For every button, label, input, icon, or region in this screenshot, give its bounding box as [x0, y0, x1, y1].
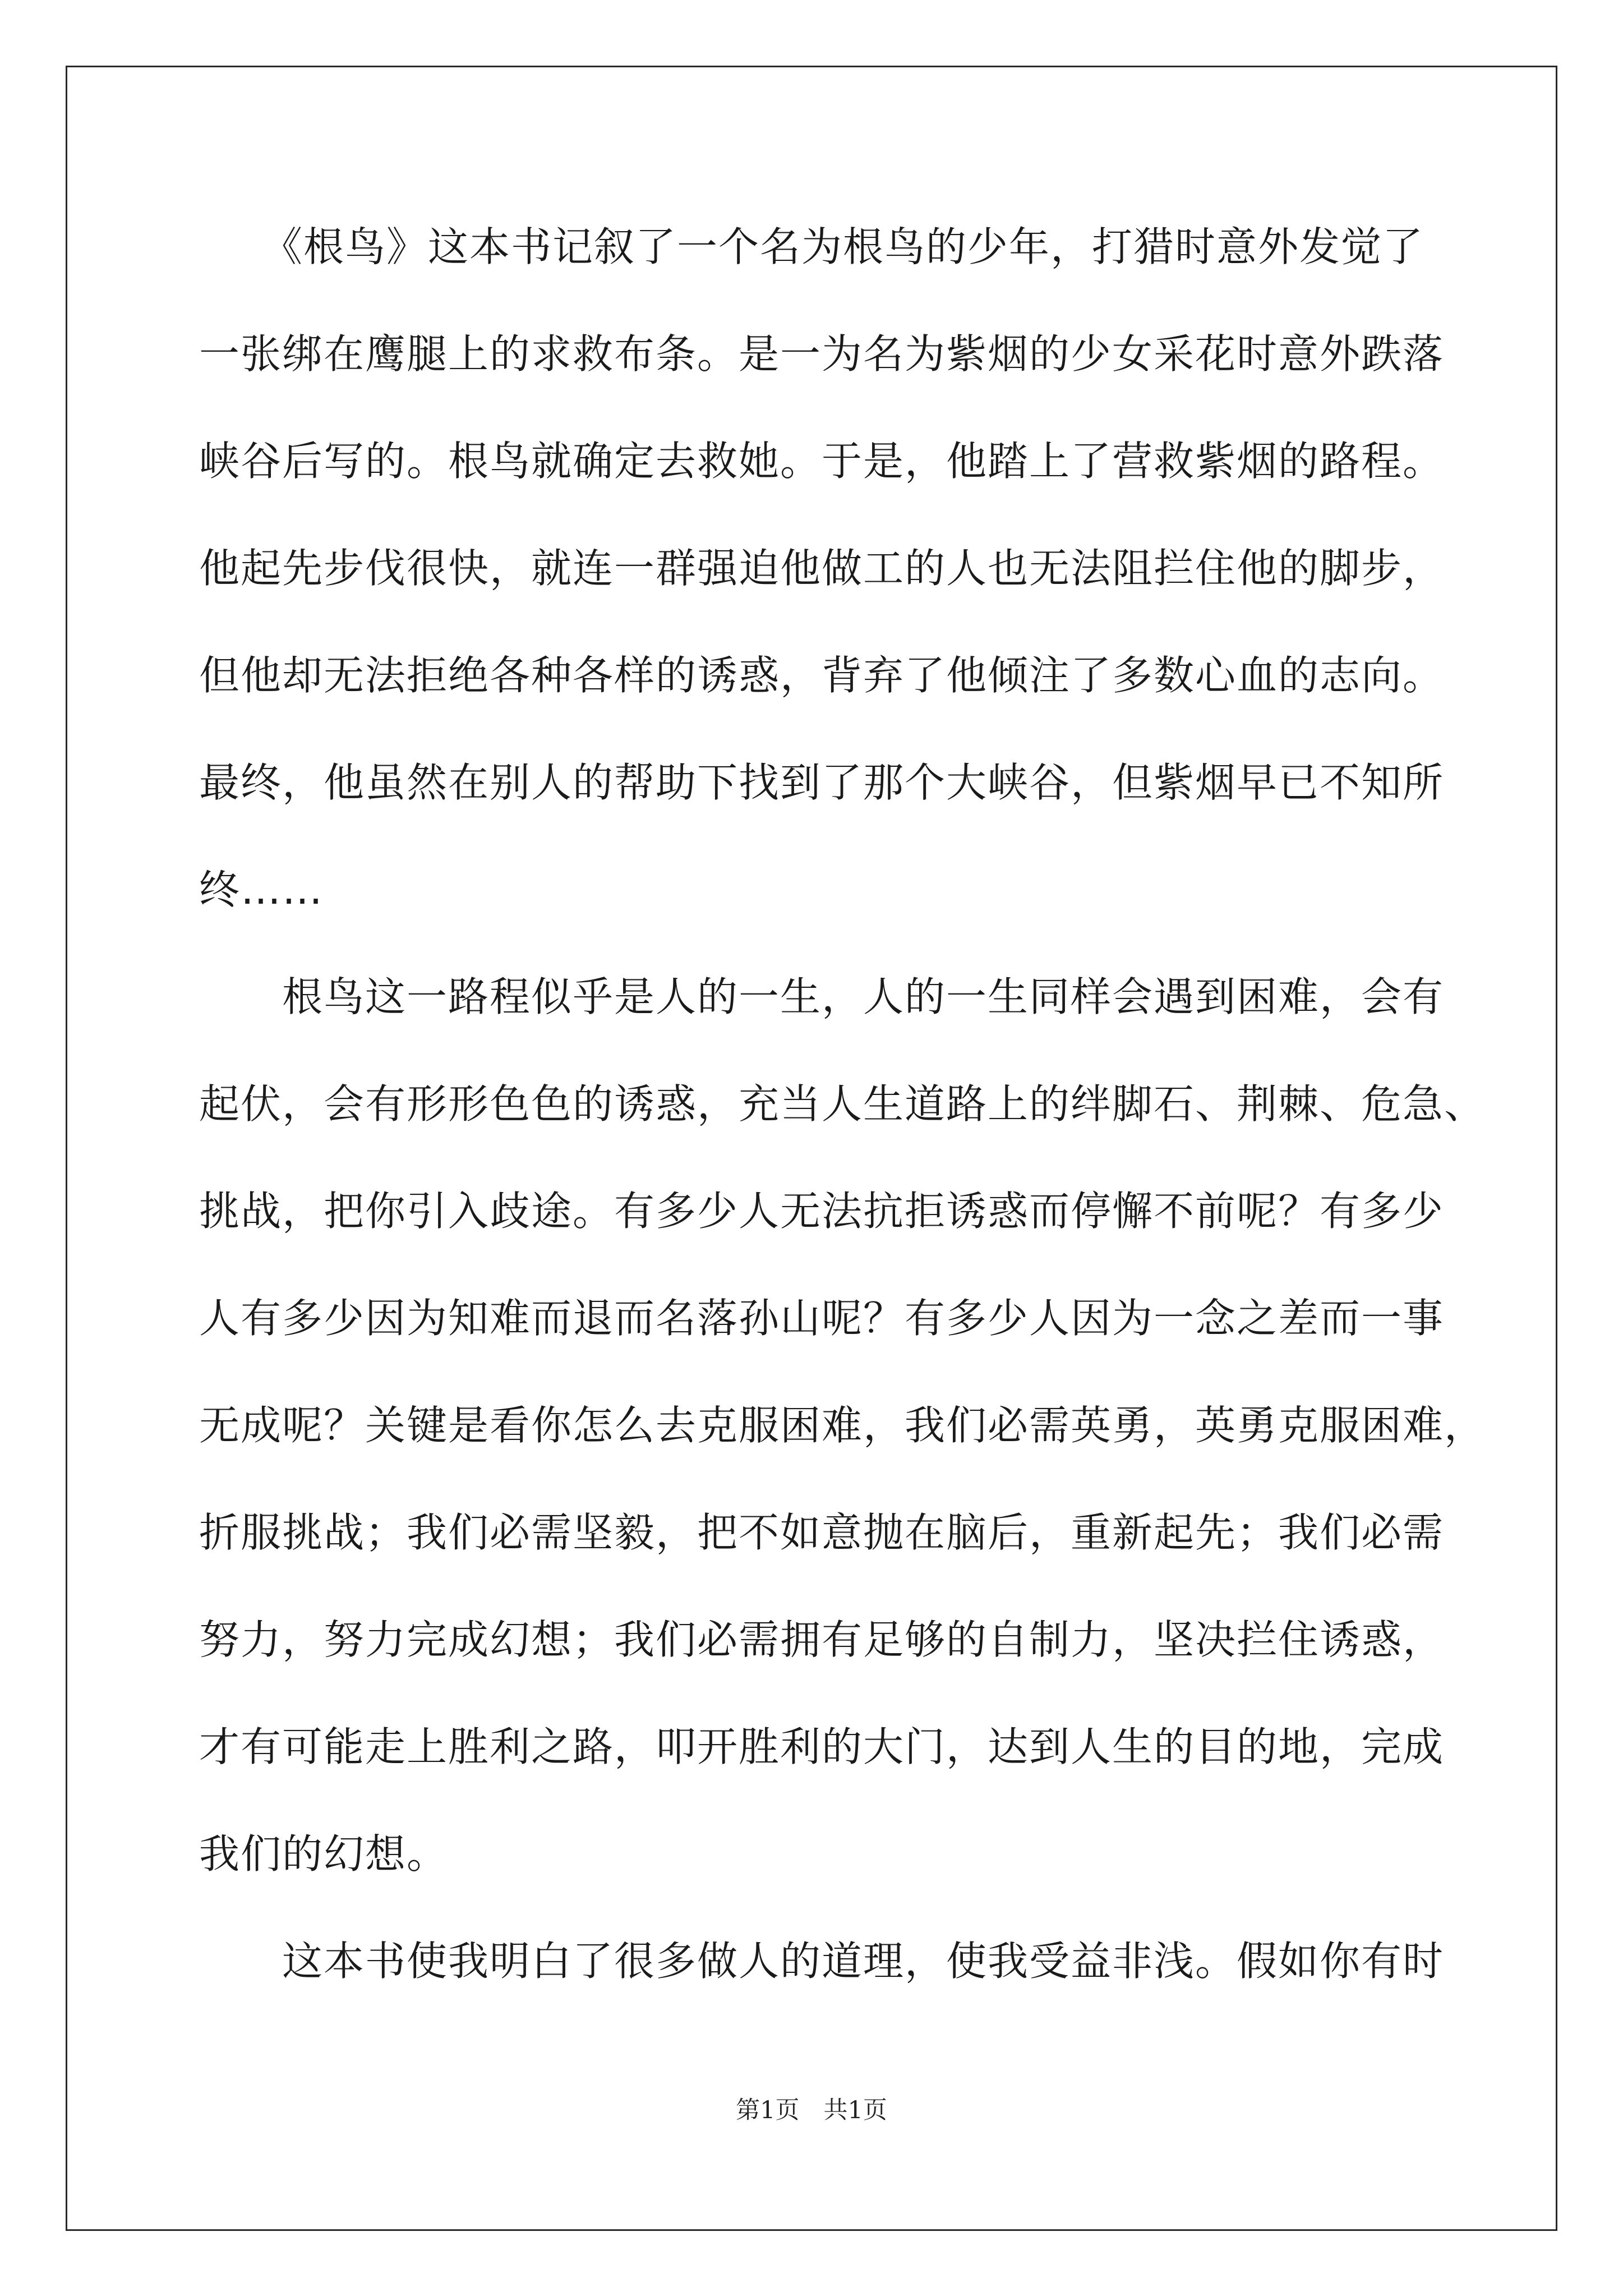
text-line: 最终，他虽然在别人的帮助下找到了那个大峡谷，但紫烟早已不知所 — [199, 759, 1445, 806]
text-line: 这本书使我明白了很多做人的道理，使我受益非浅。假如你有时 — [199, 1938, 1445, 1985]
text-line: 起伏，会有形形色色的诱惑，充当人生道路上的绊脚石、荆棘、危急、 — [199, 1080, 1486, 1128]
text-line: 峡谷后写的。根鸟就确定去救她。于是，他踏上了营救紫烟的路程。 — [199, 438, 1445, 485]
text-line: 根鸟这一路程似乎是人的一生，人的一生同样会遇到困难，会有 — [199, 973, 1445, 1020]
document-body — [199, 194, 1486, 2015]
text-line: 终…… — [199, 866, 324, 913]
text-line: 才有可能走上胜利之路，叩开胜利的大门，达到人生的目的地，完成 — [199, 1723, 1445, 1770]
text-line: 我们的幻想。 — [199, 1830, 449, 1878]
text-line: 人有多少因为知难而退而名落孙山呢？有多少人因为一念之差而一事 — [199, 1295, 1445, 1342]
text-line: 挑战，把你引入歧途。有多少人无法抗拒诱惑而停懈不前呢？有多少 — [199, 1188, 1445, 1235]
text-line: 折服挑战；我们必需坚毅，把不如意抛在脑后，重新起先；我们必需 — [199, 1509, 1445, 1556]
page-number-footer: 第1页 共1页 — [736, 2096, 887, 2124]
text-line: 但他却无法拒绝各种各样的诱惑，背弃了他倾注了多数心血的志向。 — [199, 652, 1445, 699]
text-line: 他起先步伐很快，就连一群强迫他做工的人也无法阻拦住他的脚步， — [199, 545, 1445, 592]
text-line: 一张绑在鹰腿上的求救布条。是一为名为紫烟的少女采花时意外跌落 — [199, 330, 1445, 378]
text-line: 无成呢？关键是看你怎么去克服困难，我们必需英勇，英勇克服困难， — [199, 1402, 1486, 1449]
text-line: 努力，努力完成幻想；我们必需拥有足够的自制力，坚决拦住诱惑， — [199, 1616, 1445, 1663]
text-line: 《根鸟》这本书记叙了一个名为根鸟的少年，打猎时意外发觉了 — [199, 223, 1424, 270]
